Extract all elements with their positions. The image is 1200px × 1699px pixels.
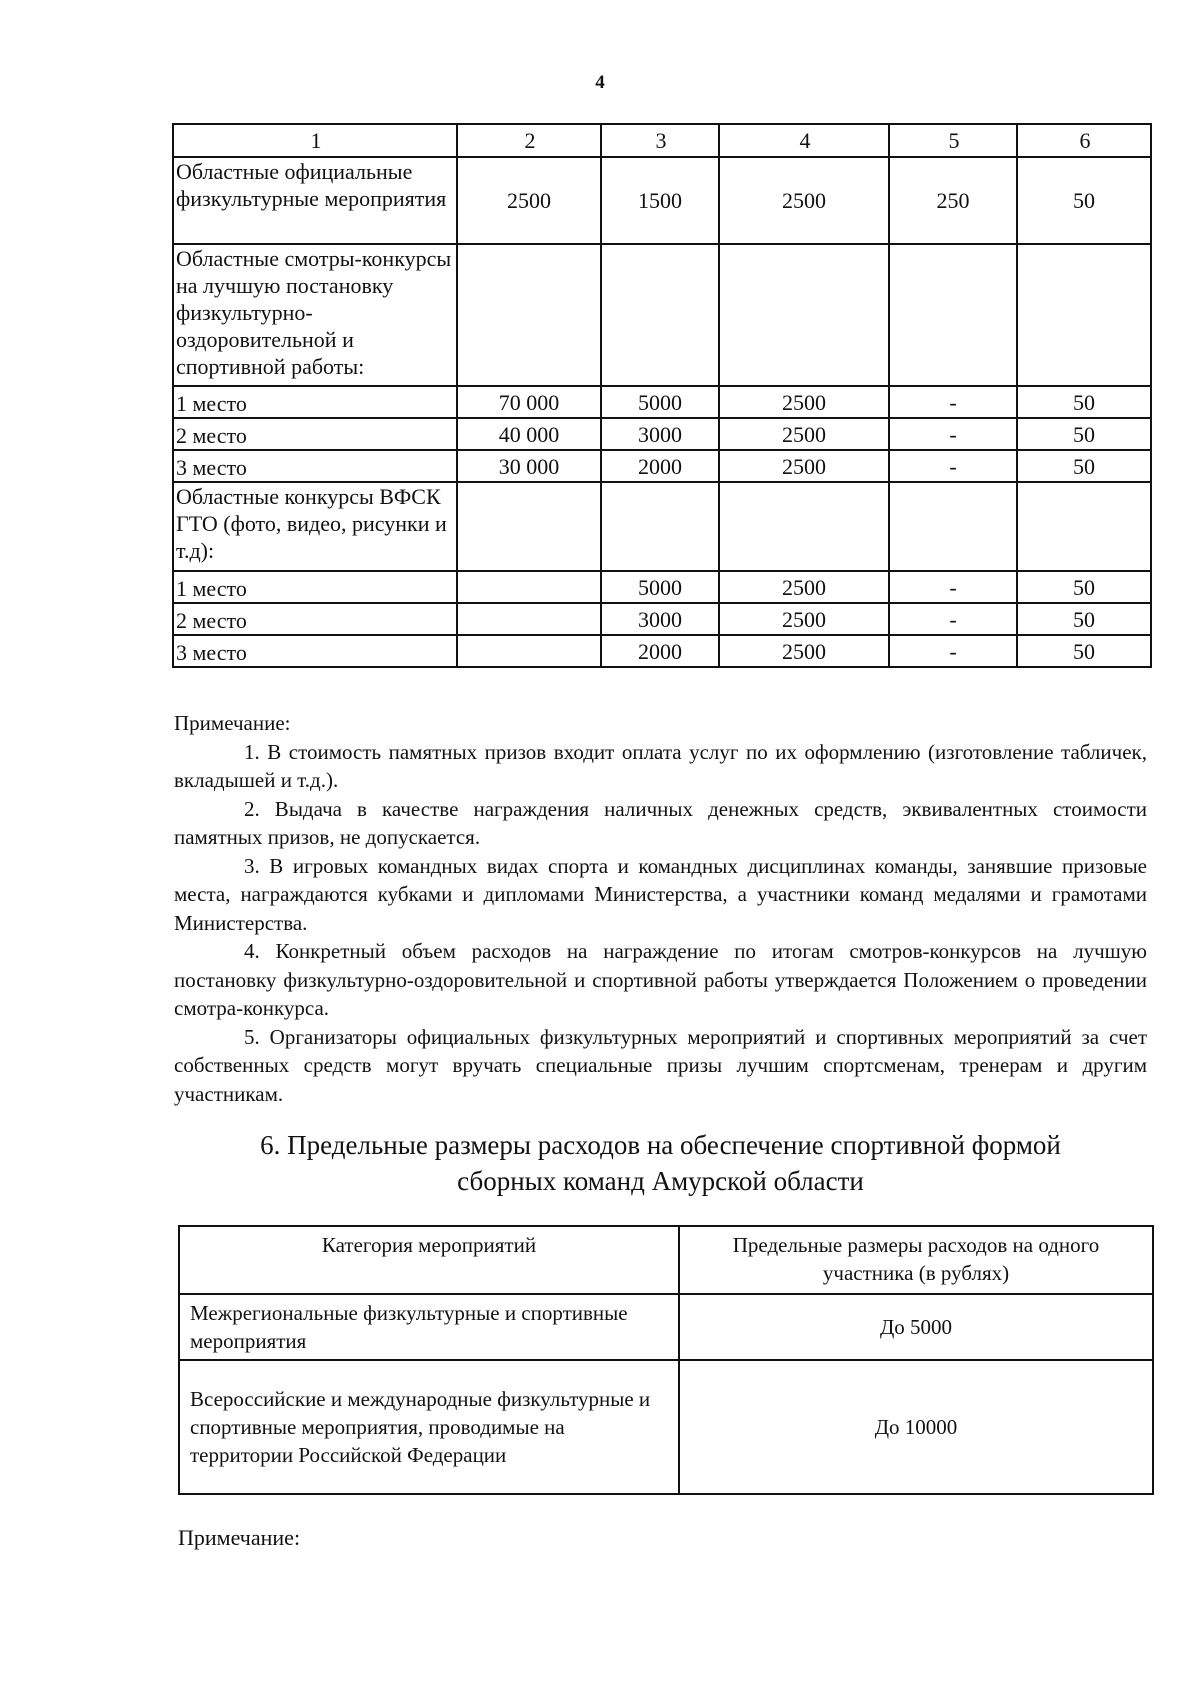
section-title — [174, 1127, 1147, 1199]
column-header: 5 — [889, 124, 1017, 157]
table-row — [173, 635, 1151, 667]
table-header-row — [179, 1226, 1153, 1294]
table-cell — [719, 244, 889, 386]
table-cell — [1017, 482, 1151, 571]
column-header: 6 — [1017, 124, 1151, 157]
column-header: 3 — [601, 124, 719, 157]
row-label: 3 место — [173, 450, 457, 482]
table-cell — [1017, 244, 1151, 386]
table-cell: 50 — [1017, 418, 1151, 450]
section-title-line: 6. Предельные размеры расходов на обеспечение спортивной формой — [260, 1130, 1061, 1160]
table-cell: 50 — [1017, 386, 1151, 418]
table-cell: 2500 — [719, 418, 889, 450]
table-cell: 2500 — [719, 450, 889, 482]
table-cell: 5000 — [601, 386, 719, 418]
row-label: Областные смотры-конкурсы на лучшую постановку физкультурно-оздоровительной и спортивной работы: — [173, 244, 457, 386]
note-item: 4. Конкретный объем расходов на награждение по итогам смотров-конкурсов на лучшую постановку физкультурно-оздоровительной и спортивной работы утверждается Положением о проведении смотра-конкурса. — [174, 939, 1147, 1020]
table-cell: 250 — [889, 157, 1017, 244]
table-cell: - — [889, 635, 1017, 667]
column-header-limit: Предельные размеры расходов на одного участника (в рублях) — [679, 1226, 1153, 1294]
notes-block — [174, 709, 1147, 1108]
table-cell: - — [889, 418, 1017, 450]
column-header-category: Категория мероприятий — [179, 1226, 679, 1294]
column-header: 1 — [173, 124, 457, 157]
awards-cost-table — [172, 123, 1152, 668]
row-label: 2 место — [173, 603, 457, 635]
table-row — [173, 571, 1151, 603]
table-row — [173, 482, 1151, 571]
notes-heading-bottom: Примечание: — [178, 1525, 301, 1550]
section-title-line: сборных команд Амурской области — [457, 1166, 864, 1196]
table-cell: 70 000 — [457, 386, 601, 418]
table-cell: 50 — [1017, 450, 1151, 482]
table-cell: 2500 — [719, 157, 889, 244]
table-cell: 40 000 — [457, 418, 601, 450]
note-item: 2. Выдача в качестве награждения наличных денежных средств, эквивалентных стоимости памятных призов, не допускается. — [174, 796, 1147, 849]
table-cell: 3000 — [601, 418, 719, 450]
table-cell: 30 000 — [457, 450, 601, 482]
table-cell: 2500 — [457, 157, 601, 244]
table-cell — [889, 482, 1017, 571]
column-header: 2 — [457, 124, 601, 157]
table-row — [179, 1294, 1153, 1360]
table-cell: 2000 — [601, 635, 719, 667]
row-label: 2 место — [173, 418, 457, 450]
table-row — [173, 157, 1151, 244]
table-row — [179, 1360, 1153, 1494]
table-cell: - — [889, 386, 1017, 418]
table-cell: 2500 — [719, 571, 889, 603]
notes-heading: Примечание: — [174, 711, 291, 735]
table-cell: 50 — [1017, 157, 1151, 244]
note-item: 1. В стоимость памятных призов входит оплата услуг по их оформлению (изготовление табличек, вкладышей и т.д.). — [174, 739, 1147, 792]
table-cell — [457, 244, 601, 386]
table-cell: 50 — [1017, 603, 1151, 635]
row-label: 1 место — [173, 386, 457, 418]
table-cell — [889, 244, 1017, 386]
table-cell — [601, 482, 719, 571]
table-cell — [457, 603, 601, 635]
row-label: Областные официальные физкультурные мероприятия — [173, 157, 457, 244]
table-cell: 50 — [1017, 635, 1151, 667]
note-item: 3. В игровых командных видах спорта и командных дисциплинах команды, занявшие призовые места, награждаются кубками и дипломами Министерства, а участники команд медалями и грамотами Министерства. — [174, 853, 1147, 935]
table-cell — [457, 635, 601, 667]
table-row — [173, 603, 1151, 635]
row-label: 3 место — [173, 635, 457, 667]
column-header: 4 — [719, 124, 889, 157]
table-row — [173, 244, 1151, 386]
table-cell: 50 — [1017, 571, 1151, 603]
table-cell: 3000 — [601, 603, 719, 635]
table-cell: 2000 — [601, 450, 719, 482]
limit-cell: До 10000 — [679, 1360, 1153, 1494]
table-header-row — [173, 124, 1151, 157]
category-cell: Всероссийские и международные физкультурные и спортивные мероприятия, проводимые на территории Российской Федерации — [179, 1360, 679, 1494]
table-cell — [719, 482, 889, 571]
table-cell — [601, 244, 719, 386]
table-row — [173, 418, 1151, 450]
table-cell: 1500 — [601, 157, 719, 244]
row-label: 1 место — [173, 571, 457, 603]
table-cell — [457, 571, 601, 603]
table-row — [173, 450, 1151, 482]
category-cell: Межрегиональные физкультурные и спортивные мероприятия — [179, 1294, 679, 1360]
table-cell: - — [889, 450, 1017, 482]
table-cell: 2500 — [719, 603, 889, 635]
table-cell: 5000 — [601, 571, 719, 603]
table-cell: 2500 — [719, 386, 889, 418]
table-cell — [457, 482, 601, 571]
limit-cell: До 5000 — [679, 1294, 1153, 1360]
table-cell: 2500 — [719, 635, 889, 667]
table-cell: - — [889, 571, 1017, 603]
uniform-expenses-table — [178, 1225, 1154, 1495]
page-number: 4 — [595, 72, 605, 93]
note-item: 5. Организаторы официальных физкультурных мероприятий и спортивных мероприятий за счет собственных средств могут вручать специальные призы лучшим спортсменам, тренерам и другим участникам. — [174, 1024, 1147, 1106]
table-cell: - — [889, 603, 1017, 635]
table-row — [173, 386, 1151, 418]
row-label: Областные конкурсы ВФСК ГТО (фото, видео, рисунки и т.д): — [173, 482, 457, 571]
